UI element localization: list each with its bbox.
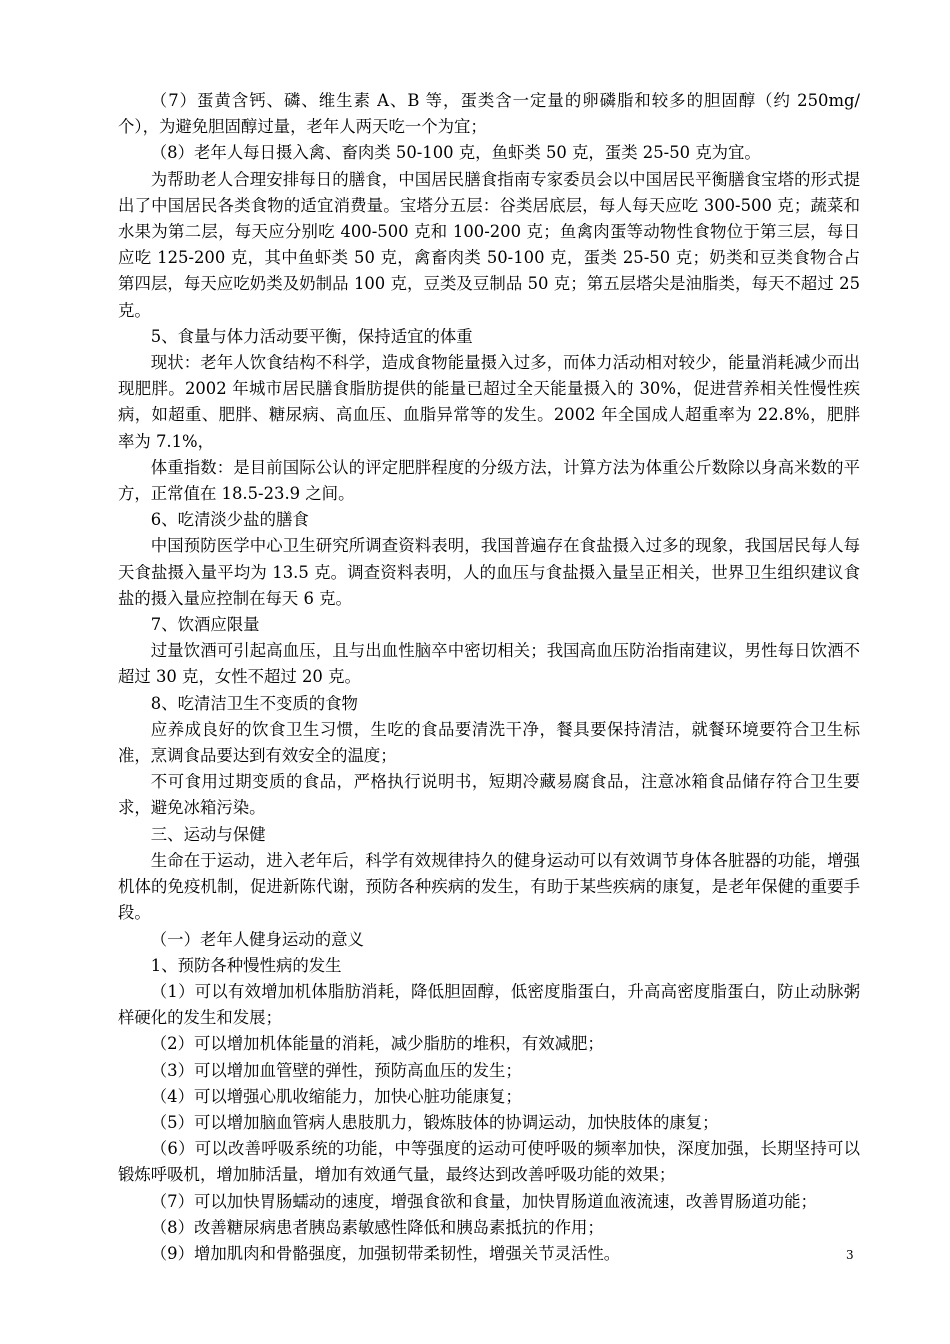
paragraph-egg-yolk: （7）蛋黄含钙、磷、维生素 A、B 等，蛋类含一定量的卵磷脂和较多的胆固醇（约 250mg/个），为避免胆固醇过量，老年人两天吃一个为宜；: [118, 91, 860, 137]
paragraph-alcohol: 过量饮酒可引起高血压，且与出血性脑卒中密切相关；我国高血压防治指南建议，男性每日饮酒不超过 30 克，女性不超过 20 克。: [118, 641, 860, 687]
heading-exercise-significance: （一）老年人健身运动的意义: [150, 929, 364, 949]
list-item-6: （6）可以改善呼吸系统的功能，中等强度的运动可使呼吸的频率加快，深度加强，长期坚持可以锻炼呼吸机，增加肺活量，增加有效通气量，最终达到改善呼吸功能的效果；: [118, 1139, 860, 1185]
list-item-1: （1）可以有效增加机体脂肪消耗，降低胆固醇，低密度脂蛋白，升高高密度脂蛋白，防止动脉粥样硬化的发生和发展；: [118, 981, 860, 1028]
paragraph-bmi: 体重指数：是目前国际公认的评定肥胖程度的分级方法，计算方法为体重公斤数除以身高米数的平方，正常值在 18.5-23.9 之间。: [118, 457, 860, 504]
paragraph-life-in-motion: 生命在于运动，进入老年后，科学有效规律持久的健身运动可以有效调节身体各脏器的功能，增强机体的免疫机制，促进新陈代谢，预防各种疾病的发生，有助于某些疾病的康复，是老年保健的重要手段。: [118, 850, 860, 923]
list-item-7: （7）可以加快胃肠蠕动的速度，增强食欲和食量，加快胃肠道血液流速，改善胃肠道功能；: [150, 1191, 817, 1211]
heading-food-activity-balance: 5、食量与体力活动要平衡，保持适宜的体重: [150, 326, 473, 346]
paragraph-hygiene-habits: 应养成良好的饮食卫生习惯，生吃的食品要清洗干净，餐具要保持清洁，就餐环境要符合卫生标准，烹调食品要达到有效安全的温度；: [118, 719, 860, 766]
paragraph-food-pagoda: 为帮助老人合理安排每日的膳食，中国居民膳食指南专家委员会以中国居民平衡膳食宝塔的形式提出了中国居民各类食物的适宜消费量。宝塔分五层：谷类居底层，每人每天应吃 300-500 克；蔬菜和水果为第二层，每天应分别吃 400-500 克和 100-200 克；鱼禽肉蛋等动物性食物位于第三层，每日应吃 125-200 克，其中鱼虾类 50 克，禽畜肉类 50-100 克，蛋类 25-50 克；奶类和豆类食物合占第四层，每天应吃奶类及奶制品 100 克，豆类及豆制品 50 克；第五层塔尖是油脂类，每天不超过 25 克。: [118, 169, 860, 320]
document-page: [118, 88, 860, 1267]
heading-exercise-health: 三、运动与保健: [150, 824, 266, 844]
paragraph-expired-food: 不可食用过期变质的食品，严格执行说明书，短期冷藏易腐食品，注意冰箱食品储存符合卫生要求，避免冰箱污染。: [118, 772, 860, 818]
page-number: 3: [846, 1248, 854, 1262]
paragraph-meat-intake: （8）老年人每日摄入禽、畜肉类 50-100 克，鱼虾类 50 克，蛋类 25-50 克为宜。: [150, 143, 761, 163]
heading-clean-food: 8、吃清洁卫生不变质的食物: [150, 693, 358, 713]
list-item-2: （2）可以增加机体能量的消耗，减少脂肪的堆积，有效减肥；: [150, 1034, 604, 1054]
heading-limit-alcohol: 7、饮酒应限量: [150, 615, 260, 635]
heading-low-salt-diet: 6、吃清淡少盐的膳食: [150, 510, 309, 530]
list-item-4: （4）可以增强心肌收缩能力，加快心脏功能康复；: [150, 1086, 522, 1106]
paragraph-salt-intake: 中国预防医学中心卫生研究所调查资料表明，我国普遍存在食盐摄入过多的现象，我国居民每人每天食盐摄入量平均为 13.5 克。调查资料表明，人的血压与食盐摄入量呈正相关，世界卫生组织建议食盐的摄入量应控制在每天 6 克。: [118, 536, 860, 608]
list-item-9: （9）增加肌肉和骨骼强度，加强韧带柔韧性，增强关节灵活性。: [150, 1243, 621, 1263]
list-item-5: （5）可以增加脑血管病人患肢肌力，锻炼肢体的协调运动，加快肢体的康复；: [150, 1112, 719, 1132]
list-item-8: （8）改善糖尿病患者胰岛素敏感性降低和胰岛素抵抗的作用；: [150, 1217, 604, 1237]
paragraph-current-status: 现状：老年人饮食结构不科学，造成食物能量摄入过多，而体力活动相对较少，能量消耗减少而出现肥胖。2002 年城市居民膳食脂肪提供的能量已超过全天能量摄入的 30%，促进营养相关性慢性疾病，如超重、肥胖、糖尿病、高血压、血脂异常等的发生。2002 年全国成人超重率为 22.8%，肥胖率为 7.1%，: [118, 353, 860, 451]
heading-prevent-chronic-disease: 1、预防各种慢性病的发生: [150, 955, 342, 975]
list-item-3: （3）可以增加血管壁的弹性，预防高血压的发生；: [150, 1060, 522, 1080]
